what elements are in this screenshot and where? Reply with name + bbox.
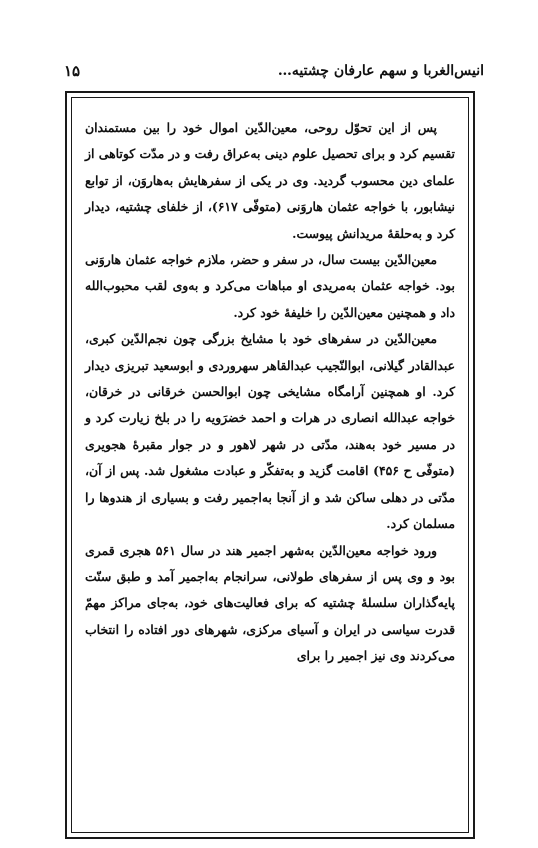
paragraph-3: معین‌الدّین در سفرهای خود با مشایخ بزرگی چون نجم‌الدّین کبری، عبدالقادر گیلانی، ابوالنّجیب عبدالقاهر سهروردی و ابوسعید تبریزی دیدار کرد. او همچنین آرامگاه مشایخی چون ابوالحسن خرقانی در خرقان، خواجه عبدالله انصاری در هرات و احمد خضرَویه را در بلخ زیارت کرد و در مسیر خود به‌هند، مدّتی در شهر لاهور و در جوار مقبرهٔ هجویری (متوفّی ح ۴۵۶) اقامت گزید و به‌تفکّر و عبادت مشغول شد. پس از آن، مدّتی در دهلی ساکن شد و از آنجا به‌اجمیر رفت و بسیاری از هندوها را مسلمان کرد. — [85, 331, 455, 532]
page-number: ۱۵ — [64, 62, 81, 80]
running-header — [64, 58, 484, 84]
page-frame — [65, 91, 475, 839]
running-title: انیس‌الغربا و سهم عارفان چشتیه… — [277, 63, 484, 79]
paragraph-1: پس از این تحوّل روحی، معین‌الدّین اموال خود را بین مستمندان تقسیم کرد و برای تحصیل علوم دینی به‌عراق رفت و در مدّت کوتاهی از علمای دین محسوب گردید. وی در یکی از سفرهایش به‌هاروَن، از توابع نیشابور، با خواجه عثمان هاروَنی (متوفّی ۶۱۷)، از خلفای چشتیه، دیدار کرد و به‌حلقهٔ مریدانش پیوست. — [85, 120, 456, 241]
paragraph-4: ورود خواجه معین‌الدّین به‌شهر اجمیر هند در سال ۵۶۱ هجری قمری بود و وی پس از سفرهای طولانی، سرانجام به‌اجمیر آمد و طبق سنّت پایه‌گذاران سلسلهٔ چشتیه که برای فعالیت‌های خود، به‌جای مراکز مهمّ قدرت سیاسی در ایران و آسیای مرکزی، شهرهای دور افتاده را انتخاب می‌کردند وی نیز اجمیر را برای — [85, 542, 455, 664]
body-text — [85, 115, 455, 670]
paragraph-2: معین‌الدّین بیست سال، در سفر و حضر، ملازم خواجه عثمان هاروَنی بود. خواجه عثمان به‌مریدی او مباهات می‌کرد و به‌وی لقب محبوب‌الله داد و همچنین معین‌الدّین را خلیفهٔ خود کرد. — [85, 252, 455, 320]
